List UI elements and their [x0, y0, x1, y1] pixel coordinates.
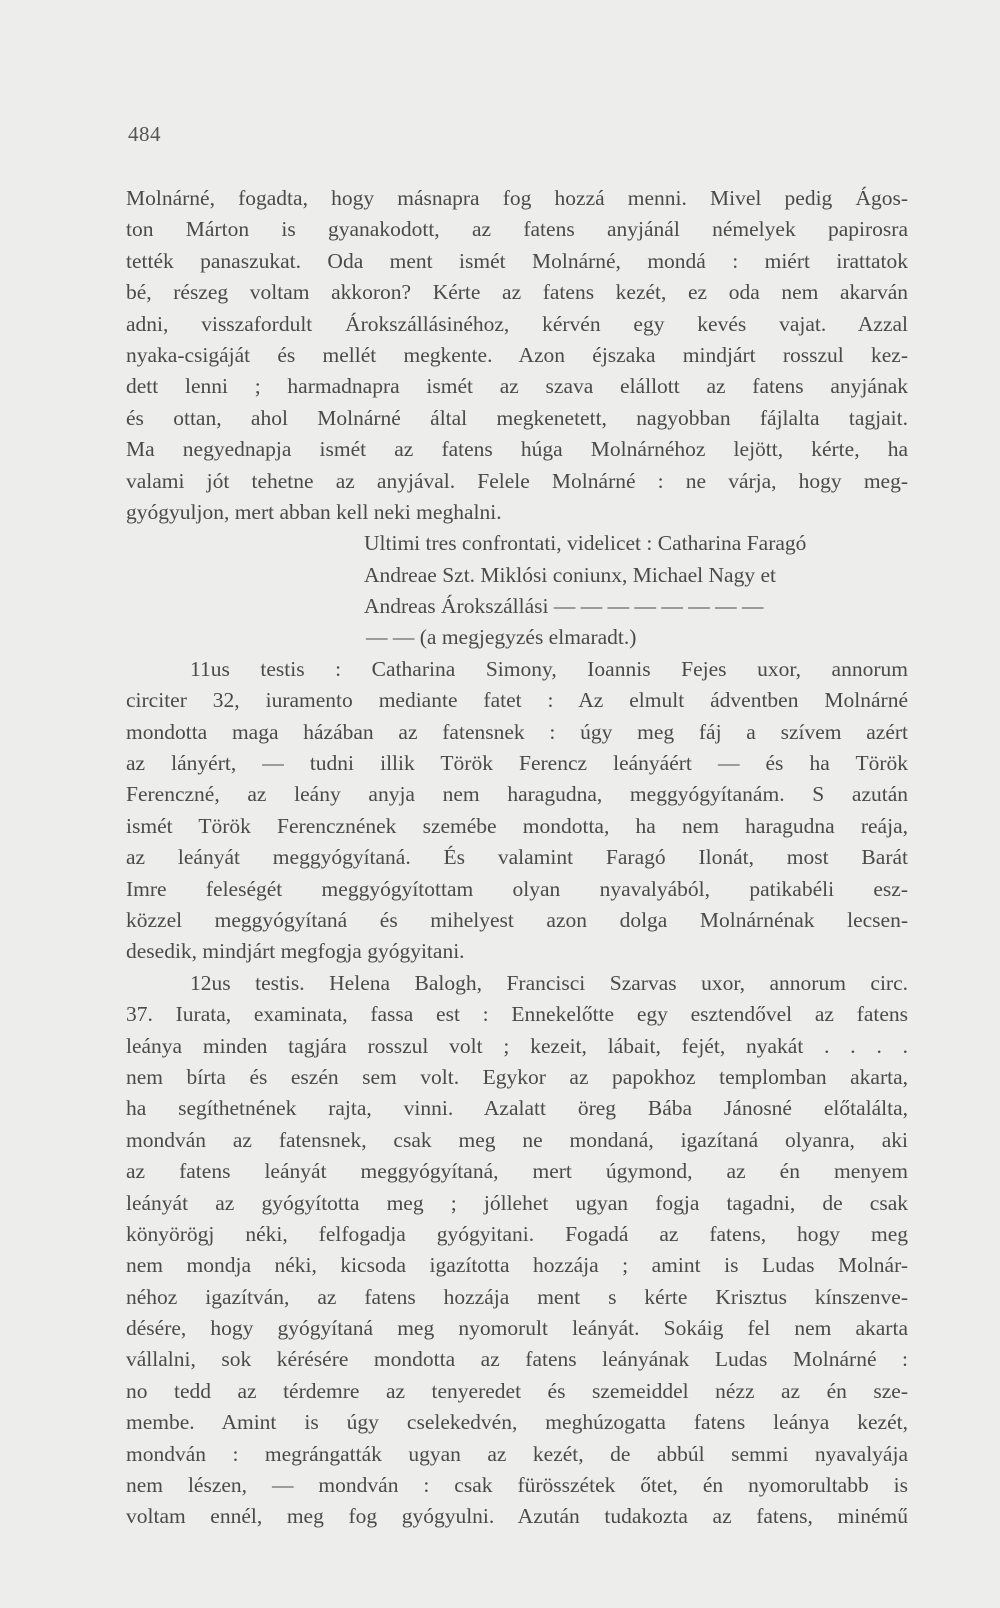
text-line: nem bírta és eszén sem volt. Egykor az papokhoz templomban akarta,	[126, 1064, 908, 1089]
confrontation-line: Andreas Árokszállási — — — — — — — —	[364, 594, 764, 619]
text-line: bé, részeg voltam akkoron? Kérte az fatens kezét, ez oda nem akarván	[126, 280, 908, 305]
text-line: 37. Iurata, examinata, fassa est : Ennekelőtte egy esztendővel az fatens	[126, 1002, 908, 1027]
text-line: ton Márton is gyanakodott, az fatens anyjánál némelyek papirosra	[126, 217, 908, 242]
text-line: circiter 32, iuramento mediante fatet : Az elmult ádventben Molnárné	[126, 688, 908, 713]
text-line: mondván : megrángatták ugyan az kezét, de abbúl semmi nyavalyája	[126, 1441, 908, 1466]
text-line: ha segíthetnének rajta, vinni. Azalatt öreg Bába Jánosné előtalálta,	[126, 1096, 908, 1121]
text-line: voltam ennél, meg fog gyógyulni. Azután tudakozta az fatens, minémű	[126, 1504, 908, 1529]
text-line: közzel meggyógyítaná és mihelyest azon dolga Molnárnénak lecsen-	[126, 907, 908, 932]
text-line: leánya minden tagjára rosszul volt ; kezeit, lábait, fejét, nyakát . . . .	[126, 1033, 908, 1058]
confrontation-line: Andreae Szt. Miklósi coniunx, Michael Nagy et	[364, 562, 776, 587]
text-line: gyógyuljon, mert abban kell neki meghalni.	[126, 499, 502, 524]
text-line: Ferenczné, az leány anyja nem haragudna, meggyógyítanám. S azután	[126, 782, 908, 807]
confrontation-line: Ultimi tres confrontati, videlicet : Catharina Faragó	[364, 531, 807, 556]
text-line: Imre feleségét meggyógyítottam olyan nyavalyából, patikabéli esz-	[126, 876, 908, 901]
text-line: néhoz igazítván, az fatens hozzája ment s kérte Krisztus kínszenve-	[126, 1284, 908, 1309]
text-line: és ottan, ahol Molnárné által megkenetett, nagyobban fájlalta tagjait.	[126, 405, 908, 430]
text-line: membe. Amint is úgy cselekedvén, meghúzogatta fatens leánya kezét,	[126, 1410, 908, 1435]
editorial-note: — — (a megjegyzés elmaradt.)	[366, 625, 637, 650]
text-line: mondotta maga házában az fatensnek : úgy meg fáj a szívem azért	[126, 719, 908, 744]
page-number: 484	[128, 122, 161, 146]
text-line: vállalni, sok kérésére mondotta az fatens leányának Ludas Molnárné :	[126, 1347, 908, 1372]
text-line: Molnárné, fogadta, hogy másnapra fog hozzá menni. Mivel pedig Ágos-	[126, 186, 908, 210]
text-line: mondván az fatensnek, csak meg ne mondaná, igazítaná olyanra, aki	[126, 1127, 908, 1152]
text-line: leányát az gyógyította meg ; jóllehet ugyan fogja tagadni, de csak	[126, 1190, 908, 1215]
text-line: nyaka-csigáját és mellét megkente. Azon éjszaka mindjárt rosszul kez-	[126, 342, 908, 367]
text-line: nem lészen, — mondván : csak fürösszétek őtet, én nyomorultabb is	[126, 1473, 908, 1498]
paragraph-start-line: 12us testis. Helena Balogh, Francisci Szarvas uxor, annorum circ.	[190, 970, 908, 995]
text-line: az lányért, — tudni illik Török Ferencz leányáért — és ha Török	[126, 751, 908, 776]
text-line: adni, visszafordult Árokszállásinéhoz, kérvén egy kevés vajat. Azzal	[126, 311, 908, 336]
text-line: az leányát meggyógyítaná. És valamint Faragó Ilonát, most Barát	[126, 845, 908, 870]
text-line: no tedd az térdemre az tenyeredet és szemeiddel nézz az én sze-	[126, 1378, 908, 1403]
text-line: az fatens leányát meggyógyítaná, mert úgymond, az én menyem	[126, 1159, 908, 1184]
paragraph-start-line: 11us testis : Catharina Simony, Ioannis Fejes uxor, annorum	[190, 656, 908, 681]
text-line: tették panaszukat. Oda ment ismét Molnárné, mondá : miért irattatok	[126, 248, 908, 273]
text-line: desedik, mindjárt megfogja gyógyitani.	[126, 939, 465, 964]
body-text	[126, 183, 908, 1533]
text-line: könyörögj néki, felfogadja gyógyitani. Fogadá az fatens, hogy meg	[126, 1221, 908, 1246]
text-line: valami jót tehetne az anyjával. Felele Molnárné : ne várja, hogy meg-	[126, 468, 908, 493]
text-line: nem mondja néki, kicsoda igazította hozzája ; amint is Ludas Molnár-	[126, 1253, 908, 1278]
text-line: ismét Török Ferencznének szemébe mondotta, ha nem haragudna reája,	[126, 813, 908, 838]
text-line: dett lenni ; harmadnapra ismét az szava elállott az fatens anyjának	[126, 374, 908, 399]
text-line: désére, hogy gyógyítaná meg nyomorult leányát. Sokáig fel nem akarta	[126, 1316, 908, 1341]
text-line: Ma negyednapja ismét az fatens húga Molnárnéhoz lejött, kérte, ha	[126, 437, 908, 462]
